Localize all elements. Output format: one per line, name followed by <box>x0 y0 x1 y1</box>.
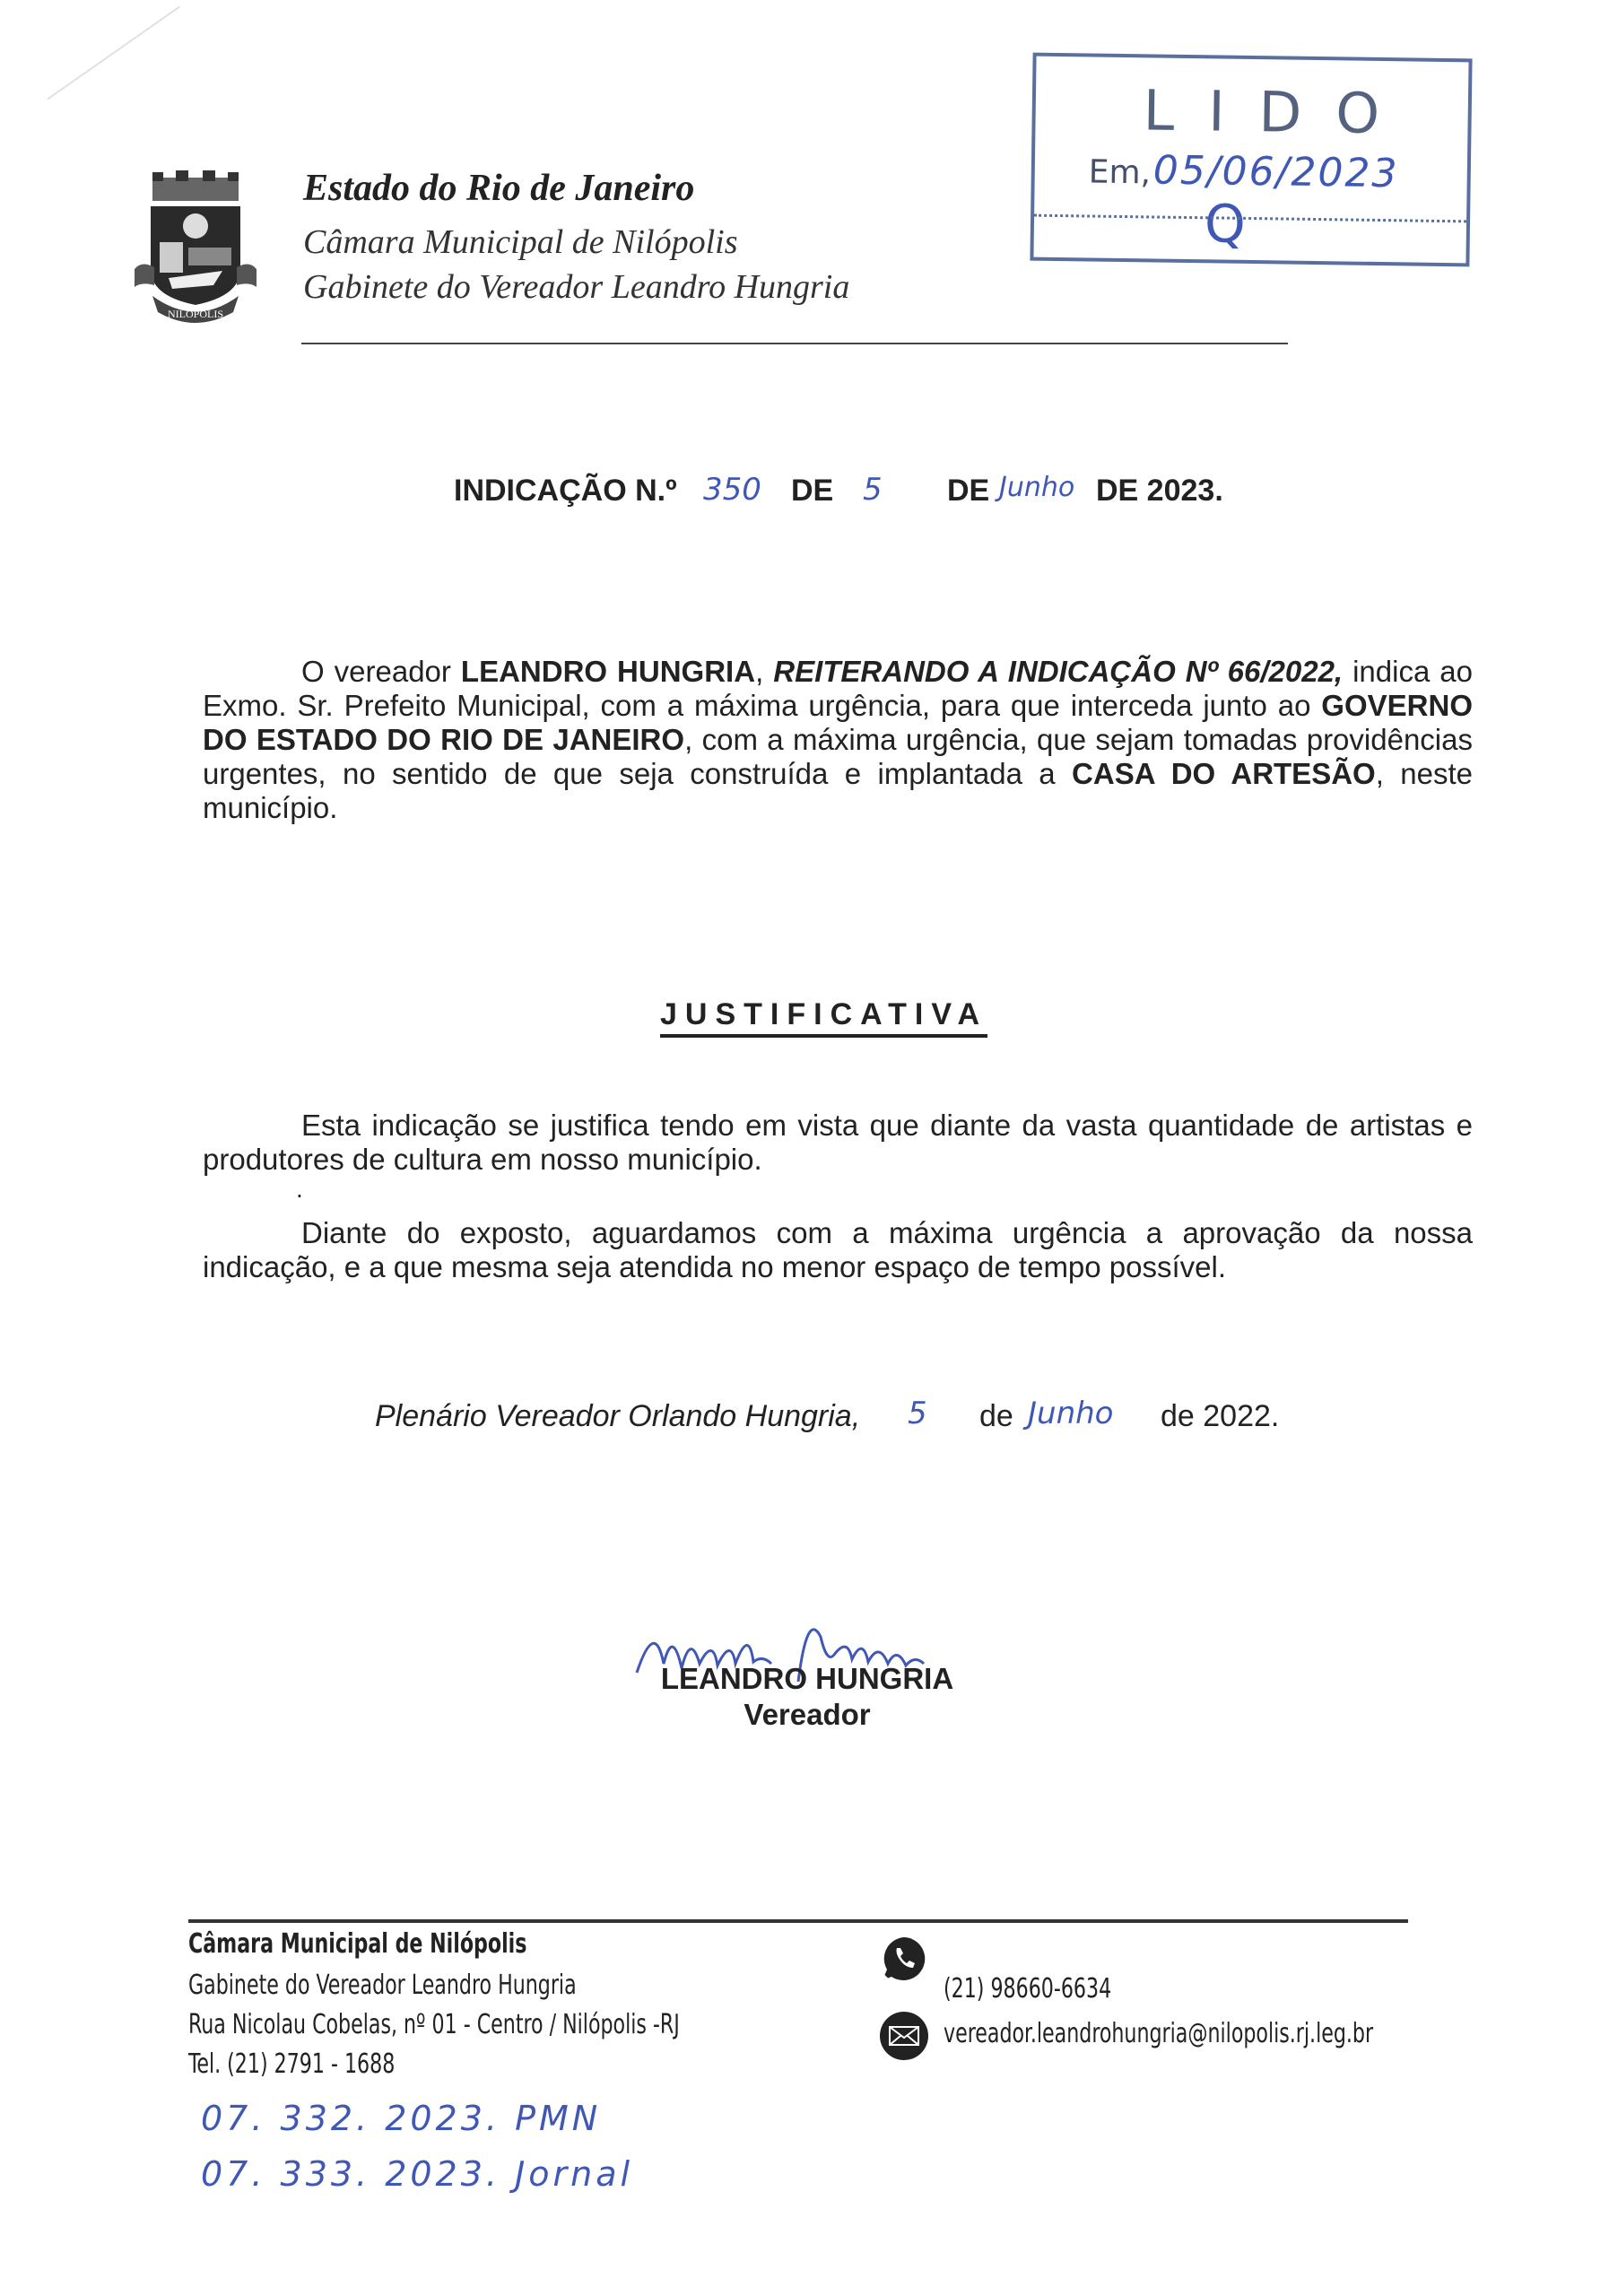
closing-year: de 2022. <box>1161 1399 1280 1433</box>
p1-text-c: , <box>755 655 774 688</box>
read-stamp <box>1030 53 1472 267</box>
footer-divider <box>188 1919 1408 1923</box>
p1-text-g: , com a máxima urgência, que sejam tomadas providências urgentes, no sentido de que seja construída e implantada a <box>203 723 1473 790</box>
main-paragraph <box>203 655 1473 825</box>
stamp-label: LIDO <box>1143 77 1414 147</box>
indicacao-day: 5 <box>863 472 883 508</box>
indicacao-month: Junho <box>999 472 1075 503</box>
stamp-date: 05/06/2023 <box>1152 147 1399 197</box>
indicacao-prefix: INDICAÇÃO N.º <box>454 474 677 508</box>
p1-councilor-name: LEANDRO HUNGRIA <box>460 655 756 688</box>
p1-text-i: , neste município. <box>203 757 1473 824</box>
justificativa-paragraph-2: Diante do exposto, aguardamos com a máxima urgência a aprovação da nossa indicação, e a que mesma seja atendida no menor espaço de tempo possível. <box>203 1216 1473 1283</box>
footer-address: Rua Nicolau Cobelas, nº 01 - Centro / Nilópolis -RJ <box>188 2009 680 2040</box>
justificativa-paragraph-1: Esta indicação se justifica tendo em vista que diante da vasta quantidade de artistas e produtores de cultura em nosso município. <box>203 1109 1473 1176</box>
handwritten-note-1: 07. 332. 2023. PMN <box>201 2099 602 2138</box>
signatory-role: Vereador <box>744 1698 871 1731</box>
p1-casa-artesao: CASA DO ARTESÃO <box>1072 757 1376 790</box>
signatory-name: LEANDRO HUNGRIA <box>660 1662 954 1695</box>
indicacao-de-1: DE <box>791 474 834 508</box>
footer-telephone: Tel. (21) 2791 - 1688 <box>188 2048 396 2080</box>
email-icon <box>879 2011 929 2061</box>
indicacao-de-2: DE <box>947 474 990 508</box>
closing-day: 5 <box>908 1396 927 1431</box>
header-title: Estado do Rio de Janeiro <box>303 168 695 209</box>
header-subtitle-office: Gabinete do Vereador Leandro Hungria <box>303 268 850 306</box>
closing-de: de <box>979 1399 1013 1433</box>
footer-office: Gabinete do Vereador Leandro Hungria <box>188 1970 577 2001</box>
municipal-crest-logo <box>133 170 258 323</box>
indicacao-number: 350 <box>703 472 761 508</box>
paper-fold-mark <box>47 6 180 100</box>
p1-text-e: indica ao Exmo. Sr. Prefeito Municipal, com a máxima urgência, para que interceda junto ao <box>203 655 1474 722</box>
stamp-em-label: Em, <box>1088 153 1152 192</box>
whatsapp-icon <box>879 1934 929 1984</box>
closing-month: Junho <box>1028 1396 1114 1431</box>
stamp-dotted-line <box>1034 214 1466 223</box>
closing-place: Plenário Vereador Orlando Hungria, <box>375 1399 861 1433</box>
footer-email: vereador.leandrohungria@nilopolis.rj.leg.br <box>944 2018 1374 2049</box>
p1-government: GOVERNO DO ESTADO DO RIO DE JANEIRO <box>203 689 1473 756</box>
p1-reiterating: REITERANDO A INDICAÇÃO Nº 66/2022, <box>773 655 1344 688</box>
crest-lettering: NILOPOLIS <box>168 308 223 320</box>
p1-text-a: O vereador <box>301 655 461 688</box>
footer-phone: (21) 98660-6634 <box>944 1973 1112 2005</box>
indicacao-year: DE 2023. <box>1096 474 1223 508</box>
footer-chamber: Câmara Municipal de Nilópolis <box>188 1928 527 1960</box>
stray-dot: . <box>296 1175 303 1203</box>
header-subtitle-chamber: Câmara Municipal de Nilópolis <box>303 223 738 261</box>
justificativa-heading: JUSTIFICATIVA <box>660 997 987 1038</box>
header-divider <box>301 343 1288 344</box>
handwritten-note-2: 07. 333. 2023. Jornal <box>201 2154 634 2194</box>
stamp-initial: Q <box>1204 193 1247 255</box>
